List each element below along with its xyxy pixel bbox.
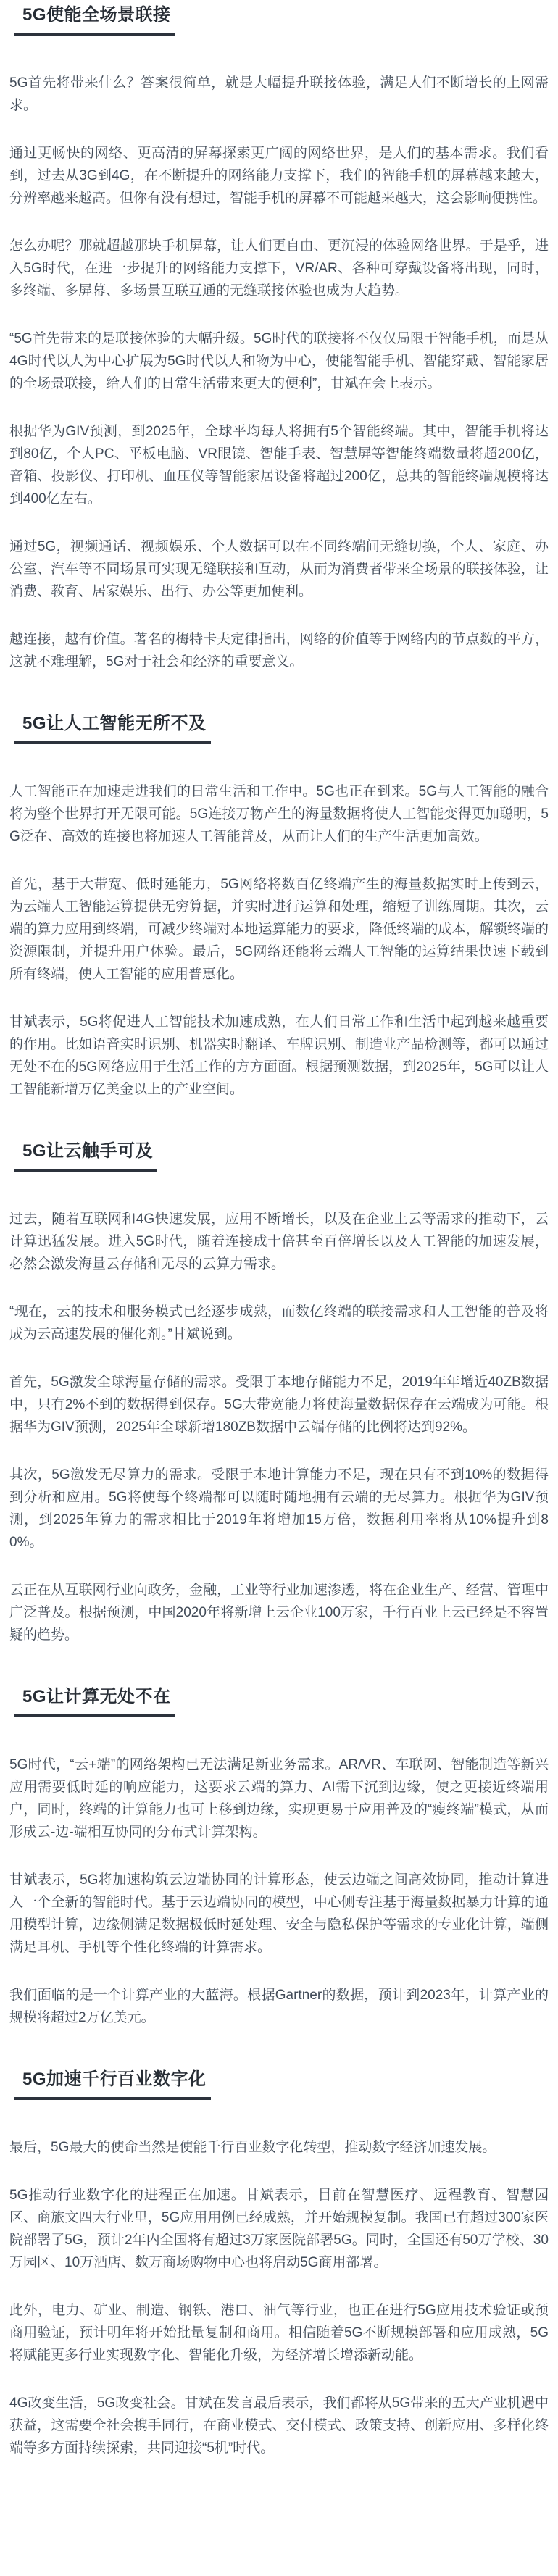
section-title: 5G让计算无处不在 <box>14 1686 175 1717</box>
paragraph: 5G首先将带来什么？答案很简单，就是大幅提升联接体验，满足人们不断增长的上网需求。 <box>9 75 549 113</box>
section-body <box>9 72 549 673</box>
paragraph: 我们面临的是一个计算产业的大蓝海。根据Gartner的数据，预计到2023年，计算产业的规模将超过2万亿美元。 <box>9 1988 549 2025</box>
paragraph: 此外，电力、矿业、制造、钢铁、港口、油气等行业，也正在进行5G应用技术验证或预商用验证，预计明年将开始批量复制和商用。相信随着5G不断规模部署和应用成熟，5G将赋能更多行业实现数字化、智能化升级，为经济增长增添新动能。 <box>9 2303 549 2363</box>
paragraph: 通过更畅快的网络、更高清的屏幕探索更广阔的网络世界，是人们的基本需求。我们看到，过去从3G到4G，在不断提升的网络能力支撑下，我们的智能手机的屏幕越来越大，分辨率越来越高。但你有没有想过，智能手机的屏幕不可能越来越大，这会影响便携性。 <box>9 146 549 206</box>
paragraph: 过去，随着互联网和4G快速发展，应用不断增长，以及在企业上云等需求的推动下，云计算迅猛发展。进入5G时代，随着连接成十倍甚至百倍增长以及人工智能的加速发展，必然会激发海量云存储和无尽的云算力需求。 <box>9 1212 549 1272</box>
section-body <box>9 2136 549 2459</box>
section-body <box>9 1208 549 1646</box>
paragraph: 最后，5G最大的使命当然是使能千行百业数字化转型，推动数字经济加速发展。 <box>9 2140 496 2155</box>
paragraph: 4G改变生活，5G改变社会。甘斌在发言最后表示，我们都将从5G带来的五大产业机遇中获益，这需要全社会携手同行，在商业模式、交付模式、政策支持、创新应用、多样化终端等多方面持续探索，共同迎接“5机”时代。 <box>9 2396 549 2456</box>
paragraph: 甘斌表示，5G将促进人工智能技术加速成熟，在人们日常工作和生活中起到越来越重要的作用。比如语音实时识别、机器实时翻译、车牌识别、制造业产品检测等，都可以通过无处不在的5G网络应用于生活工作的方方面面。根据预测数据，到2025年，5G可以让人工智能新增万亿美金以上的产业空间。 <box>9 1014 549 1097</box>
section-industry-digitalization <box>9 2069 549 2459</box>
paragraph: 甘斌表示，5G将加速构筑云边端协同的计算形态，使云边端之间高效协同，推动计算进入一个全新的智能时代。基于云边端协同的模型，中心侧专注基于海量数据暴力计算的通用模型计算，边缘侧满足数据极低时延处理、安全与隐私保护等需求的专业化计算，端侧满足耳机、手机等个性化终端的计算需求。 <box>9 1872 549 1955</box>
section-title: 5G让云触手可及 <box>14 1141 157 1172</box>
section-body <box>9 1754 549 2029</box>
paragraph: 根据华为GIV预测，到2025年，全球平均每人将拥有5个智能终端。其中，智能手机将达到80亿，个人PC、平板电脑、VR眼镜、智能手表、智慧屏等智能终端数量将超200亿，音箱、投影仪、打印机、血压仪等智能家居设备将超过200亿，总共的智能终端规模将达到400亿左右。 <box>9 424 549 507</box>
paragraph: 其次，5G激发无尽算力的需求。受限于本地计算能力不足，现在只有不到10%的数据得到分析和应用。5G将使每个终端都可以随时随地拥有云端的无尽算力。根据华为GIV预测，到2025年算力的需求相比于2019年将增加15万倍，数据利用率将从10%提升到80%。 <box>9 1467 549 1550</box>
section-title: 5G让人工智能无所不及 <box>14 713 211 744</box>
paragraph: 首先，5G激发全球海量存储的需求。受限于本地存储能力不足，2019年年增近40ZB数据中，只有2%不到的数据得到保存。5G大带宽能力将使海量数据保存在云端成为可能。根据华为GIV预测，2025年全球新增180ZB数据中云端存储的比例将达到92%。 <box>9 1375 549 1435</box>
section-body <box>9 780 549 1101</box>
section-title: 5G加速千行百业数字化 <box>14 2069 211 2100</box>
paragraph: 5G时代，“云+端”的网络架构已无法满足新业务需求。AR/VR、车联网、智能制造等新兴应用需要低时延的响应能力，这要求云端的算力、AI需下沉到边缘，使之更接近终端用户，同时，终端的计算能力也可上移到边缘，实现更易于应用普及的“瘦终端”模式，从而形成云-边-端相互协同的分布式计算架构。 <box>9 1757 549 1840</box>
paragraph: 云正在从互联网行业向政务，金融，工业等行业加速渗透，将在企业生产、经营、管理中广泛普及。根据预测，中国2020年将新增上云企业100万家，千行百业上云已经是不容置疑的趋势。 <box>9 1583 549 1643</box>
paragraph: 通过5G，视频通话、视频娱乐、个人数据可以在不同终端间无缝切换，个人、家庭、办公室、汽车等不同场景可实现无缝联接和互动，从而为消费者带来全场景的联接体验，让消费、教育、居家娱乐、出行、办公等更加便利。 <box>9 539 549 599</box>
paragraph: 首先，基于大带宽、低时延能力，5G网络将数百亿终端产生的海量数据实时上传到云，为云端人工智能运算提供无穷算据，并实时进行运算和处理，缩短了训练周期。其次，云端的算力应用到终端，可减少终端对本地运算能力的要求，降低终端的成本，解锁终端的资源限制，并提升用户体验。最后，5G网络还能将云端人工智能的运算结果快速下载到所有终端，使人工智能的应用普惠化。 <box>9 877 549 982</box>
paragraph: “现在，云的技术和服务模式已经逐步成熟，而数亿终端的联接需求和人工智能的普及将成为云高速发展的催化剂。”甘斌说到。 <box>9 1304 549 1342</box>
paragraph: 5G推动行业数字化的进程正在加速。甘斌表示，目前在智慧医疗、远程教育、智慧园区、商旅文四大行业里，5G应用用例已经成熟，并开始规模复制。我国已有超过300家医院部署了5G，预计2年内全国将有超过3万家医院部署5G。同时，全国还有50万学校、30万园区、10万酒店、数万商场购物中心也将启动5G商用部署。 <box>9 2188 549 2270</box>
paragraph: 人工智能正在加速走进我们的日常生活和工作中。5G也正在到来。5G与人工智能的融合将为整个世界打开无限可能。5G连接万物产生的海量数据将使人工智能变得更加聪明，5G泛在、高效的连接也将加速人工智能普及，从而让人们的生产生活更加高效。 <box>9 784 549 844</box>
section-ai-everywhere <box>9 713 549 1101</box>
section-full-scenario-connection <box>9 4 549 673</box>
paragraph: “5G首先带来的是联接体验的大幅升级。5G时代的联接将不仅仅局限于智能手机，而是从4G时代以人为中心扩展为5G时代以人和物为中心，使能智能手机、智能穿戴、智能家居的全场景联接，给人们的日常生活带来更大的便利”，甘斌在会上表示。 <box>9 331 549 391</box>
paragraph: 怎么办呢？那就超越那块手机屏幕，让人们更自由、更沉浸的体验网络世界。于是乎，进入5G时代，在进一步提升的网络能力支撑下，VR/AR、各种可穿戴设备将出现，同时，多终端、多屏幕、多场景互联互通的无缝联接体验也成为大趋势。 <box>9 238 549 299</box>
paragraph: 越连接，越有价值。著名的梅特卡夫定律指出，网络的价值等于网络内的节点数的平方，这就不难理解，5G对于社会和经济的重要意义。 <box>9 632 549 670</box>
section-cloud-within-reach <box>9 1141 549 1646</box>
section-computing-everywhere <box>9 1686 549 2029</box>
section-title: 5G使能全场景联接 <box>14 4 175 36</box>
